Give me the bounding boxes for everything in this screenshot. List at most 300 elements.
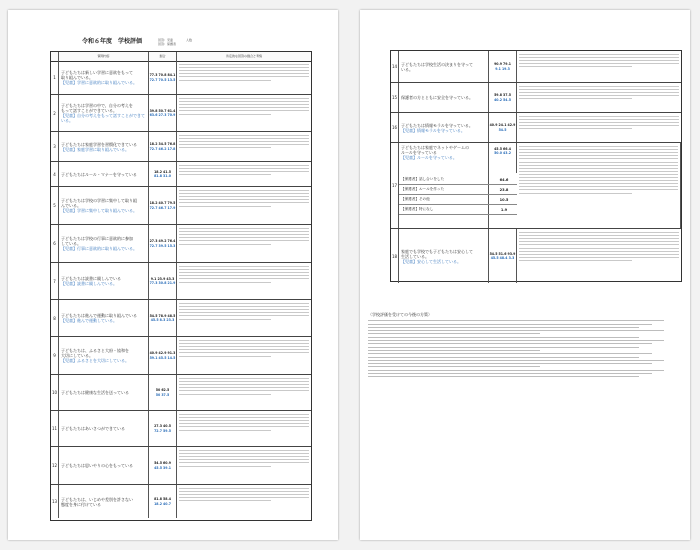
sub-item: 【保護者】ルールを作った — [399, 185, 489, 195]
question-text — [59, 132, 149, 161]
text-line — [519, 152, 678, 153]
percent-row-1: 9.1 23.9 43.3 — [150, 276, 175, 281]
notes-line — [368, 370, 664, 371]
evaluation-text — [177, 485, 311, 518]
text-line — [519, 251, 679, 252]
text-line — [179, 312, 309, 313]
text-line — [179, 168, 309, 169]
percent-row-2: 45.5 8.3 23.3 — [150, 318, 175, 322]
text-line — [519, 177, 678, 178]
item-number: 8 — [51, 300, 59, 336]
percent-values — [149, 337, 177, 374]
text-line — [519, 122, 679, 123]
percent-values — [149, 375, 177, 410]
notes-line — [368, 333, 540, 334]
percent-row-1: 27.3 40.5 — [154, 424, 171, 429]
notes-line — [368, 324, 652, 325]
sub-item: 【保護者】特になし — [399, 205, 489, 215]
question-text — [59, 263, 149, 299]
evaluation-text — [177, 162, 311, 186]
percent-row-1: 54.5 78.9 48.5 — [149, 313, 176, 318]
question-line: 子どもたちはルール・マナーを守っている — [61, 171, 137, 177]
percent-row-1: 45.5 66.4 — [494, 147, 511, 151]
text-line — [179, 64, 309, 65]
table-row — [51, 337, 311, 375]
meta-line-1: 回答：児童 — [158, 38, 174, 42]
evaluation-text — [177, 337, 311, 374]
percent-row-2: 72.7 39.5 15.3 — [149, 243, 176, 248]
percent-row-2: 72.7 46.7 17.9 — [149, 205, 176, 210]
percent-row-1: 81.8 58.4 — [154, 497, 171, 502]
text-line — [519, 257, 679, 258]
percent-values — [489, 51, 517, 82]
text-line — [179, 237, 309, 238]
text-line — [179, 390, 309, 391]
question-text — [59, 187, 149, 224]
notes-line — [368, 357, 639, 358]
question-text — [59, 300, 149, 336]
percent-values — [489, 113, 517, 142]
text-line — [179, 319, 271, 320]
percent-row-2: 40.2 54.5 — [494, 97, 511, 102]
text-line — [179, 414, 309, 415]
text-line — [179, 190, 309, 191]
notes-line — [368, 360, 664, 361]
percent-values — [149, 162, 177, 186]
text-line — [519, 248, 679, 249]
percent-values — [149, 95, 177, 131]
notes-line — [368, 347, 639, 348]
question-line: 保護者の方とともに安全を守っている。 — [401, 95, 473, 100]
evaluation-table — [50, 51, 312, 521]
percent-row-1: 40.9 42.9 91.3 — [149, 351, 176, 356]
sub-item-value: 1.9 — [489, 205, 517, 215]
question-line: いる。 — [401, 66, 413, 72]
text-line — [519, 162, 678, 163]
table-row — [391, 51, 681, 83]
sub-item-value: 10.5 — [489, 195, 517, 205]
table-row — [51, 300, 311, 337]
notes-line — [368, 343, 652, 344]
student-reference: 【児童】学習に集中して取り組んでいる。 — [61, 208, 137, 213]
sub-item-value: 23.8 — [489, 185, 517, 195]
text-line — [179, 76, 309, 77]
text-line — [179, 234, 309, 235]
student-reference: 【児童】進んで運動している。 — [61, 318, 117, 323]
evaluation-text — [177, 132, 311, 161]
text-line — [179, 228, 309, 229]
text-line — [179, 165, 309, 166]
text-line — [179, 346, 309, 347]
text-line — [519, 168, 678, 169]
student-reference: 【児童】安心して生活している。 — [401, 258, 461, 264]
notes-line — [368, 366, 540, 367]
text-line — [179, 394, 271, 395]
percent-row-2: 50 37.5 — [155, 392, 170, 397]
evaluation-text — [517, 51, 681, 82]
student-reference: 【児童】ルールを守っている。 — [401, 155, 457, 160]
evaluation-text — [177, 225, 311, 262]
question-text — [59, 411, 149, 446]
text-line — [519, 174, 678, 175]
table-row — [51, 132, 311, 162]
table-row — [51, 225, 311, 263]
percent-row-1: 40.9 24.1 42.9 — [489, 123, 516, 128]
question-line: 子どもたちはあいさつができている — [61, 426, 125, 431]
text-line — [179, 430, 271, 431]
text-line — [519, 57, 679, 58]
text-line — [179, 275, 309, 276]
question-text — [59, 375, 149, 410]
text-line — [179, 491, 309, 492]
question-text — [399, 229, 489, 283]
question-line: 子どもたちは、ふるさと大府・協和を — [61, 348, 129, 353]
text-line — [519, 128, 632, 129]
question-line: 子どもたちは家庭学習を習慣化できている — [61, 141, 137, 147]
table-row — [51, 187, 311, 225]
percent-row-2: 45.5 39.1 — [154, 465, 171, 470]
percent-row-2: 54.5 — [498, 127, 507, 132]
item-number: 17 — [391, 143, 399, 228]
question-text — [59, 61, 149, 94]
text-line — [179, 488, 309, 489]
text-line — [179, 269, 309, 270]
evaluation-text — [177, 187, 311, 224]
percent-row-2: 77.3 30.8 21.9 — [149, 281, 176, 285]
student-reference: 【児童】自分の考えをもって話すことができている。 — [61, 113, 145, 123]
text-line — [179, 423, 309, 424]
text-line — [179, 199, 309, 200]
page-left — [8, 10, 338, 540]
evaluation-table-continued — [390, 50, 682, 282]
text-line — [179, 135, 309, 136]
evaluation-text — [517, 113, 681, 142]
notes-line — [368, 330, 664, 331]
item-number: 10 — [51, 375, 59, 410]
notes-line — [368, 327, 639, 328]
text-line — [179, 282, 271, 283]
text-line — [519, 125, 679, 126]
page-right — [360, 10, 690, 540]
text-line — [519, 89, 679, 90]
table-row — [51, 485, 311, 518]
percent-values — [149, 225, 177, 262]
item-number: 12 — [51, 447, 59, 484]
notes-line — [368, 353, 652, 354]
question-text — [59, 95, 149, 131]
percent-row-1: 77.3 70.8 84.1 — [149, 73, 176, 78]
question-text — [59, 447, 149, 484]
question-line: 子どもたちは、いじめや差別を許さない — [61, 496, 133, 502]
percent-row-1: 50 62.5 — [155, 388, 170, 393]
table-row — [391, 83, 681, 113]
evaluation-text — [177, 300, 311, 336]
sub-item: 【保護者】話し合いをした — [399, 175, 489, 185]
text-line — [179, 453, 309, 454]
notes-section — [368, 312, 680, 380]
evaluation-text — [177, 95, 311, 131]
text-line — [519, 254, 679, 255]
question-line: んでいる。 — [61, 203, 81, 208]
text-line — [179, 144, 309, 145]
percent-row-2: 59.1 45.5 14.5 — [149, 355, 176, 360]
text-line — [179, 387, 309, 388]
question-line: 態度を身に付けている — [61, 501, 101, 507]
text-line — [179, 278, 309, 279]
percent-row-1: 90.9 79.1 — [494, 62, 511, 67]
text-line — [179, 138, 309, 139]
notes-line — [368, 340, 664, 341]
percent-values — [149, 411, 177, 446]
question-text — [399, 113, 489, 142]
text-line — [519, 235, 679, 236]
student-reference: 【児童】行事に意欲的に取り組んでいる。 — [61, 246, 137, 251]
evaluation-text — [177, 61, 311, 94]
notes-line — [368, 337, 639, 338]
percent-row-2: 81.8 31.0 — [154, 174, 171, 178]
question-text — [59, 337, 149, 374]
header-question: 質問内容 — [59, 52, 149, 61]
table-row — [51, 411, 311, 447]
percent-values — [149, 485, 177, 518]
text-line — [179, 343, 309, 344]
text-line — [519, 119, 679, 120]
table-row — [51, 263, 311, 300]
header-percent: 割合 — [149, 52, 177, 61]
item-number: 15 — [391, 83, 399, 112]
table-row — [391, 113, 681, 143]
text-line — [519, 244, 679, 245]
text-line — [179, 73, 309, 74]
text-line — [179, 352, 309, 353]
text-line — [179, 266, 309, 267]
percent-row-2: 50.0 43.2 — [494, 151, 511, 156]
percent-values — [489, 83, 517, 112]
question-text — [59, 162, 149, 186]
item-number: 2 — [51, 95, 59, 131]
text-line — [519, 54, 679, 55]
percent-row-2: 18.2 40.7 — [154, 501, 171, 506]
text-line — [179, 356, 271, 357]
sub-item-value: 64.6 — [489, 175, 517, 185]
text-line — [179, 114, 271, 115]
percent-values — [149, 300, 177, 336]
text-line — [179, 426, 309, 427]
item-number: 3 — [51, 132, 59, 161]
question-text — [399, 51, 489, 82]
text-line — [519, 116, 679, 117]
text-line — [179, 462, 309, 463]
document-title: 令和６年度 学校評価 — [82, 38, 143, 45]
text-line — [519, 146, 678, 147]
text-line — [179, 206, 271, 207]
text-line — [519, 260, 632, 261]
item-number: 14 — [391, 51, 399, 82]
question-line: 子どもたちは健康な生活を送っている — [61, 390, 129, 395]
text-line — [179, 340, 309, 341]
text-line — [179, 104, 309, 105]
evaluation-text — [517, 83, 681, 112]
item-number: 1 — [51, 61, 59, 94]
notes-title: 〈学校評価を受けての今後の方策〉 — [368, 312, 432, 317]
percent-row-1: 54.5 60.9 — [154, 461, 171, 466]
percent-row-1: 39.8 50.7 61.4 — [149, 108, 176, 113]
text-line — [519, 165, 678, 166]
text-line — [179, 171, 309, 172]
item-number: 18 — [391, 229, 399, 283]
text-line — [179, 240, 309, 241]
evaluation-text — [517, 229, 681, 283]
student-reference: 【児童】家庭学習に取り組んでいる。 — [61, 146, 129, 152]
percent-row-1: 27.3 49.2 76.4 — [149, 239, 176, 244]
text-line — [519, 63, 679, 64]
student-reference: 【児童】情報モラルを守っている。 — [401, 127, 465, 133]
text-line — [179, 107, 309, 108]
text-line — [179, 384, 309, 385]
table-row — [51, 447, 311, 485]
question-line: 子どもたちは学校の行事に意欲的に参加 — [61, 236, 133, 241]
text-line — [519, 149, 678, 150]
percent-row-1: 18.2 40.7 79.5 — [149, 201, 176, 206]
percent-row-1: 54.5 51.6 93.9 — [489, 251, 516, 256]
text-line — [179, 80, 271, 81]
text-line — [519, 158, 678, 159]
text-line — [179, 378, 309, 379]
question-line: ルールを守っている — [401, 150, 437, 155]
text-line — [179, 500, 271, 501]
question-line: 子どもたちは学校生活の決まりを守って — [401, 61, 473, 67]
text-line — [179, 147, 271, 148]
text-line — [179, 450, 309, 451]
text-line — [179, 456, 309, 457]
evaluation-text — [177, 411, 311, 446]
text-line — [179, 98, 309, 99]
text-line — [179, 174, 271, 175]
question-text — [59, 225, 149, 262]
student-reference: 【児童】ふるさとを大切にしている。 — [61, 358, 129, 363]
text-line — [519, 60, 679, 61]
question-line: 子どもたちは情報モラルを守っている。 — [401, 122, 473, 128]
header-no — [51, 52, 59, 61]
evaluation-text — [177, 263, 311, 299]
evaluation-text — [177, 375, 311, 410]
table-row — [51, 162, 311, 187]
text-line — [179, 101, 309, 102]
text-line — [179, 110, 309, 111]
text-line — [519, 180, 678, 181]
item-number: 11 — [51, 411, 59, 446]
question-line: 子どもたちは読書に親しんでいる — [61, 276, 121, 281]
student-reference: 【児童】学習に意欲的に取り組んでいる。 — [61, 80, 137, 85]
text-line — [519, 95, 679, 96]
text-line — [519, 189, 678, 190]
text-line — [179, 303, 309, 304]
text-line — [179, 349, 309, 350]
text-line — [519, 186, 678, 187]
text-line — [179, 244, 271, 245]
text-line — [519, 86, 679, 87]
evaluation-text — [517, 143, 681, 228]
text-line — [179, 70, 309, 71]
table-row — [51, 61, 311, 95]
header-evaluation: 肯定的な回答の割合と考察 — [225, 54, 262, 58]
notes-line — [368, 320, 664, 321]
percent-row-2: 63.6 27.3 70.9 — [149, 113, 176, 117]
percent-values — [489, 143, 517, 173]
notes-body — [368, 320, 680, 377]
notes-line — [368, 373, 652, 374]
text-line — [179, 231, 309, 232]
text-line — [179, 497, 309, 498]
text-line — [179, 466, 271, 467]
text-line — [519, 183, 678, 184]
question-line: 子どもたちは思いやりの心をもっている — [61, 463, 133, 468]
text-line — [179, 272, 309, 273]
percent-values — [149, 132, 177, 161]
text-line — [519, 155, 678, 156]
question-line: 取り組んでいる。 — [61, 75, 93, 80]
question-text — [59, 485, 149, 518]
table-row — [51, 375, 311, 411]
text-line — [179, 315, 309, 316]
question-line: 家庭でも学校でも子どもたちは安心して — [401, 248, 473, 254]
percent-row-1: 59.8 37.5 — [494, 93, 511, 98]
text-line — [519, 238, 679, 239]
percent-values — [149, 263, 177, 299]
text-line — [179, 196, 309, 197]
item-number: 16 — [391, 113, 399, 142]
meta-respondents — [158, 38, 176, 46]
question-line: 子どもたちは新しい学習に意欲をもって — [61, 70, 133, 75]
percent-row-2: 72.7 70.5 13.5 — [149, 77, 176, 82]
question-line: 子どもたちは進んで運動に取り組んでいる — [61, 313, 137, 318]
percent-values — [489, 229, 517, 283]
percent-row-1: 18.2 41.5 — [154, 169, 171, 174]
question-line: 子どもたちは学習の中で、自分の考えを — [61, 103, 133, 108]
text-line — [179, 494, 309, 495]
percent-row-2: 72.7 46.2 17.8 — [149, 146, 176, 151]
percent-values — [149, 447, 177, 484]
question-line: 大切にしている。 — [61, 353, 93, 358]
percent-row-2: 9.1 19.3 — [495, 66, 510, 71]
item-number: 9 — [51, 337, 59, 374]
question-line: している。 — [61, 241, 81, 246]
text-line — [179, 202, 309, 203]
meta-line-2: 回答：保護者 — [158, 42, 177, 46]
text-line — [179, 459, 309, 460]
text-line — [179, 141, 309, 142]
question-line: 子どもたちは家庭でネットやゲームの — [401, 145, 469, 150]
item-number: 5 — [51, 187, 59, 224]
question-line: もって話すことができている。 — [61, 108, 117, 113]
meta-count: 人数 — [186, 38, 193, 42]
text-line — [179, 67, 309, 68]
text-line — [519, 98, 632, 99]
text-line — [519, 171, 678, 172]
notes-line — [368, 363, 652, 364]
text-line — [519, 193, 632, 194]
percent-row-2: 72.7 59.5 — [154, 428, 171, 433]
text-line — [179, 309, 309, 310]
percent-values — [149, 61, 177, 94]
percent-row-1: 18.2 34.5 76.8 — [149, 142, 176, 147]
notes-line — [368, 376, 639, 377]
text-line — [179, 306, 309, 307]
item-number: 13 — [51, 485, 59, 518]
text-line — [179, 420, 309, 421]
question-text — [399, 83, 489, 112]
item-number: 7 — [51, 263, 59, 299]
